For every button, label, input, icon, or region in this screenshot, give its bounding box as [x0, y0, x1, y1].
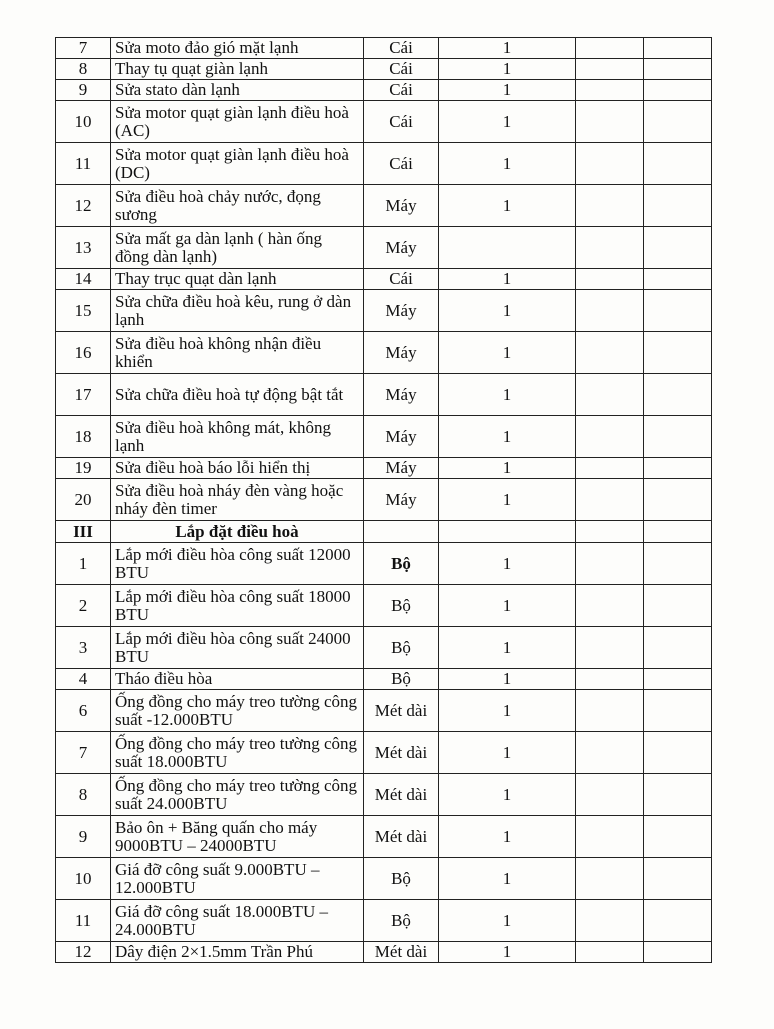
- empty-cell: [576, 774, 644, 816]
- table-row: [56, 900, 712, 942]
- empty-cell: [644, 290, 712, 332]
- empty-cell: [644, 374, 712, 416]
- unit-cell: Bộ: [364, 669, 439, 690]
- item-description: Lắp mới điều hòa công suất 18000 BTU: [111, 585, 364, 627]
- unit-cell: Máy: [364, 374, 439, 416]
- row-number: 11: [56, 143, 111, 185]
- price-table: [55, 37, 712, 963]
- quantity-cell: 1: [439, 627, 576, 669]
- empty-cell: [644, 585, 712, 627]
- quantity-cell: 1: [439, 900, 576, 942]
- unit-cell: Mét dài: [364, 732, 439, 774]
- unit-cell: Mét dài: [364, 942, 439, 963]
- row-number: 7: [56, 38, 111, 59]
- quantity-cell: 1: [439, 774, 576, 816]
- empty-cell: [644, 59, 712, 80]
- empty-cell: [576, 479, 644, 521]
- quantity-cell: 1: [439, 269, 576, 290]
- row-number: 3: [56, 627, 111, 669]
- unit-cell: Cái: [364, 101, 439, 143]
- empty-cell: [644, 185, 712, 227]
- unit-cell: Bộ: [364, 858, 439, 900]
- unit-cell: Máy: [364, 479, 439, 521]
- table-row: [56, 227, 712, 269]
- item-description: Sửa mất ga dàn lạnh ( hàn ống đồng dàn lạnh): [111, 227, 364, 269]
- row-number: 12: [56, 942, 111, 963]
- unit-cell: [364, 521, 439, 543]
- unit-cell: Máy: [364, 227, 439, 269]
- table-row: [56, 185, 712, 227]
- section-number: III: [56, 521, 111, 543]
- row-number: 15: [56, 290, 111, 332]
- empty-cell: [644, 521, 712, 543]
- row-number: 12: [56, 185, 111, 227]
- quantity-cell: 1: [439, 38, 576, 59]
- item-description: Thay tụ quạt giàn lạnh: [111, 59, 364, 80]
- item-description: Sửa chữa điều hoà kêu, rung ở dàn lạnh: [111, 290, 364, 332]
- quantity-cell: 1: [439, 374, 576, 416]
- row-number: 10: [56, 101, 111, 143]
- empty-cell: [576, 185, 644, 227]
- empty-cell: [644, 269, 712, 290]
- item-description: Sửa điều hoà không mát, không lạnh: [111, 416, 364, 458]
- item-description: Ống đồng cho máy treo tường công suất 24.000BTU: [111, 774, 364, 816]
- unit-cell: Cái: [364, 38, 439, 59]
- table-row: [56, 543, 712, 585]
- unit-cell: Bộ: [364, 585, 439, 627]
- item-description: Sửa motor quạt giàn lạnh điều hoà (AC): [111, 101, 364, 143]
- empty-cell: [644, 900, 712, 942]
- quantity-cell: 1: [439, 858, 576, 900]
- empty-cell: [576, 900, 644, 942]
- row-number: 7: [56, 732, 111, 774]
- quantity-cell: 1: [439, 690, 576, 732]
- quantity-cell: 1: [439, 290, 576, 332]
- empty-cell: [576, 816, 644, 858]
- row-number: 10: [56, 858, 111, 900]
- empty-cell: [576, 38, 644, 59]
- table-row: [56, 416, 712, 458]
- empty-cell: [576, 332, 644, 374]
- empty-cell: [644, 627, 712, 669]
- table-row: [56, 774, 712, 816]
- empty-cell: [576, 59, 644, 80]
- item-description: Sửa moto đảo gió mặt lạnh: [111, 38, 364, 59]
- item-description: Lắp mới điều hòa công suất 12000 BTU: [111, 543, 364, 585]
- row-number: 18: [56, 416, 111, 458]
- table-row: [56, 143, 712, 185]
- empty-cell: [644, 858, 712, 900]
- quantity-cell: 1: [439, 585, 576, 627]
- quantity-cell: 1: [439, 543, 576, 585]
- table-row: [56, 332, 712, 374]
- row-number: 9: [56, 816, 111, 858]
- item-description: Lắp mới điều hòa công suất 24000 BTU: [111, 627, 364, 669]
- row-number: 8: [56, 59, 111, 80]
- empty-cell: [644, 543, 712, 585]
- empty-cell: [644, 479, 712, 521]
- item-description: Dây điện 2×1.5mm Trần Phú: [111, 942, 364, 963]
- quantity-cell: 1: [439, 669, 576, 690]
- quantity-cell: 1: [439, 80, 576, 101]
- empty-cell: [644, 416, 712, 458]
- table-row: [56, 816, 712, 858]
- item-description: Ống đồng cho máy treo tường công suất 18.000BTU: [111, 732, 364, 774]
- empty-cell: [576, 143, 644, 185]
- empty-cell: [576, 858, 644, 900]
- item-description: Sửa chữa điều hoà tự động bật tắt: [111, 374, 364, 416]
- unit-cell: Máy: [364, 416, 439, 458]
- row-number: 17: [56, 374, 111, 416]
- table-row: [56, 627, 712, 669]
- quantity-cell: 1: [439, 479, 576, 521]
- empty-cell: [576, 416, 644, 458]
- quantity-cell: [439, 521, 576, 543]
- table-row: [56, 585, 712, 627]
- empty-cell: [576, 458, 644, 479]
- row-number: 9: [56, 80, 111, 101]
- table-row: [56, 458, 712, 479]
- table-row: [56, 690, 712, 732]
- empty-cell: [576, 669, 644, 690]
- quantity-cell: 1: [439, 416, 576, 458]
- table-row: [56, 59, 712, 80]
- item-description: Sửa điều hoà không nhận điều khiển: [111, 332, 364, 374]
- section-title: Lắp đặt điều hoà: [111, 521, 364, 543]
- empty-cell: [644, 774, 712, 816]
- empty-cell: [644, 816, 712, 858]
- unit-cell: Bộ: [364, 900, 439, 942]
- empty-cell: [576, 290, 644, 332]
- unit-cell: Cái: [364, 143, 439, 185]
- item-description: Giá đỡ công suất 18.000BTU – 24.000BTU: [111, 900, 364, 942]
- table-row: [56, 858, 712, 900]
- row-number: 20: [56, 479, 111, 521]
- row-number: 2: [56, 585, 111, 627]
- empty-cell: [644, 80, 712, 101]
- table-row: [56, 101, 712, 143]
- empty-cell: [644, 38, 712, 59]
- item-description: Ống đồng cho máy treo tường công suất -12.000BTU: [111, 690, 364, 732]
- quantity-cell: 1: [439, 458, 576, 479]
- row-number: 19: [56, 458, 111, 479]
- row-number: 14: [56, 269, 111, 290]
- unit-cell: Cái: [364, 80, 439, 101]
- empty-cell: [644, 143, 712, 185]
- item-description: Sửa điều hoà nháy đèn vàng hoặc nháy đèn timer: [111, 479, 364, 521]
- empty-cell: [644, 942, 712, 963]
- table-row: [56, 269, 712, 290]
- item-description: Thay trục quạt dàn lạnh: [111, 269, 364, 290]
- empty-cell: [644, 732, 712, 774]
- row-number: 6: [56, 690, 111, 732]
- empty-cell: [576, 585, 644, 627]
- quantity-cell: [439, 227, 576, 269]
- unit-cell: Máy: [364, 458, 439, 479]
- unit-cell: Mét dài: [364, 816, 439, 858]
- empty-cell: [644, 669, 712, 690]
- empty-cell: [576, 543, 644, 585]
- unit-cell: Bộ: [364, 627, 439, 669]
- quantity-cell: 1: [439, 816, 576, 858]
- empty-cell: [576, 942, 644, 963]
- row-number: 1: [56, 543, 111, 585]
- unit-cell: Mét dài: [364, 774, 439, 816]
- row-number: 8: [56, 774, 111, 816]
- unit-cell: Cái: [364, 59, 439, 80]
- quantity-cell: 1: [439, 59, 576, 80]
- empty-cell: [576, 690, 644, 732]
- item-description: Sửa điều hoà chảy nước, đọng sương: [111, 185, 364, 227]
- unit-cell: Bộ: [364, 543, 439, 585]
- unit-cell: Cái: [364, 269, 439, 290]
- empty-cell: [576, 101, 644, 143]
- empty-cell: [576, 521, 644, 543]
- section-header-row: [56, 521, 712, 543]
- row-number: 4: [56, 669, 111, 690]
- empty-cell: [644, 458, 712, 479]
- quantity-cell: 1: [439, 101, 576, 143]
- empty-cell: [576, 227, 644, 269]
- quantity-cell: 1: [439, 143, 576, 185]
- item-description: Sửa stato dàn lạnh: [111, 80, 364, 101]
- table-row: [56, 374, 712, 416]
- quantity-cell: 1: [439, 732, 576, 774]
- unit-cell: Máy: [364, 332, 439, 374]
- empty-cell: [576, 627, 644, 669]
- table-row: [56, 669, 712, 690]
- empty-cell: [644, 332, 712, 374]
- table-row: [56, 942, 712, 963]
- quantity-cell: 1: [439, 942, 576, 963]
- table-row: [56, 732, 712, 774]
- empty-cell: [576, 269, 644, 290]
- item-description: Sửa điều hoà báo lỗi hiển thị: [111, 458, 364, 479]
- quantity-cell: 1: [439, 332, 576, 374]
- unit-cell: Máy: [364, 290, 439, 332]
- empty-cell: [644, 101, 712, 143]
- item-description: Giá đỡ công suất 9.000BTU – 12.000BTU: [111, 858, 364, 900]
- unit-cell: Máy: [364, 185, 439, 227]
- row-number: 11: [56, 900, 111, 942]
- table-row: [56, 38, 712, 59]
- item-description: Bảo ôn + Băng quấn cho máy 9000BTU – 24000BTU: [111, 816, 364, 858]
- empty-cell: [644, 227, 712, 269]
- item-description: Sửa motor quạt giàn lạnh điều hoà (DC): [111, 143, 364, 185]
- empty-cell: [576, 80, 644, 101]
- empty-cell: [644, 690, 712, 732]
- unit-cell: Mét dài: [364, 690, 439, 732]
- empty-cell: [576, 374, 644, 416]
- row-number: 13: [56, 227, 111, 269]
- table-row: [56, 290, 712, 332]
- row-number: 16: [56, 332, 111, 374]
- quantity-cell: 1: [439, 185, 576, 227]
- empty-cell: [576, 732, 644, 774]
- table-row: [56, 80, 712, 101]
- table-row: [56, 479, 712, 521]
- item-description: Tháo điều hòa: [111, 669, 364, 690]
